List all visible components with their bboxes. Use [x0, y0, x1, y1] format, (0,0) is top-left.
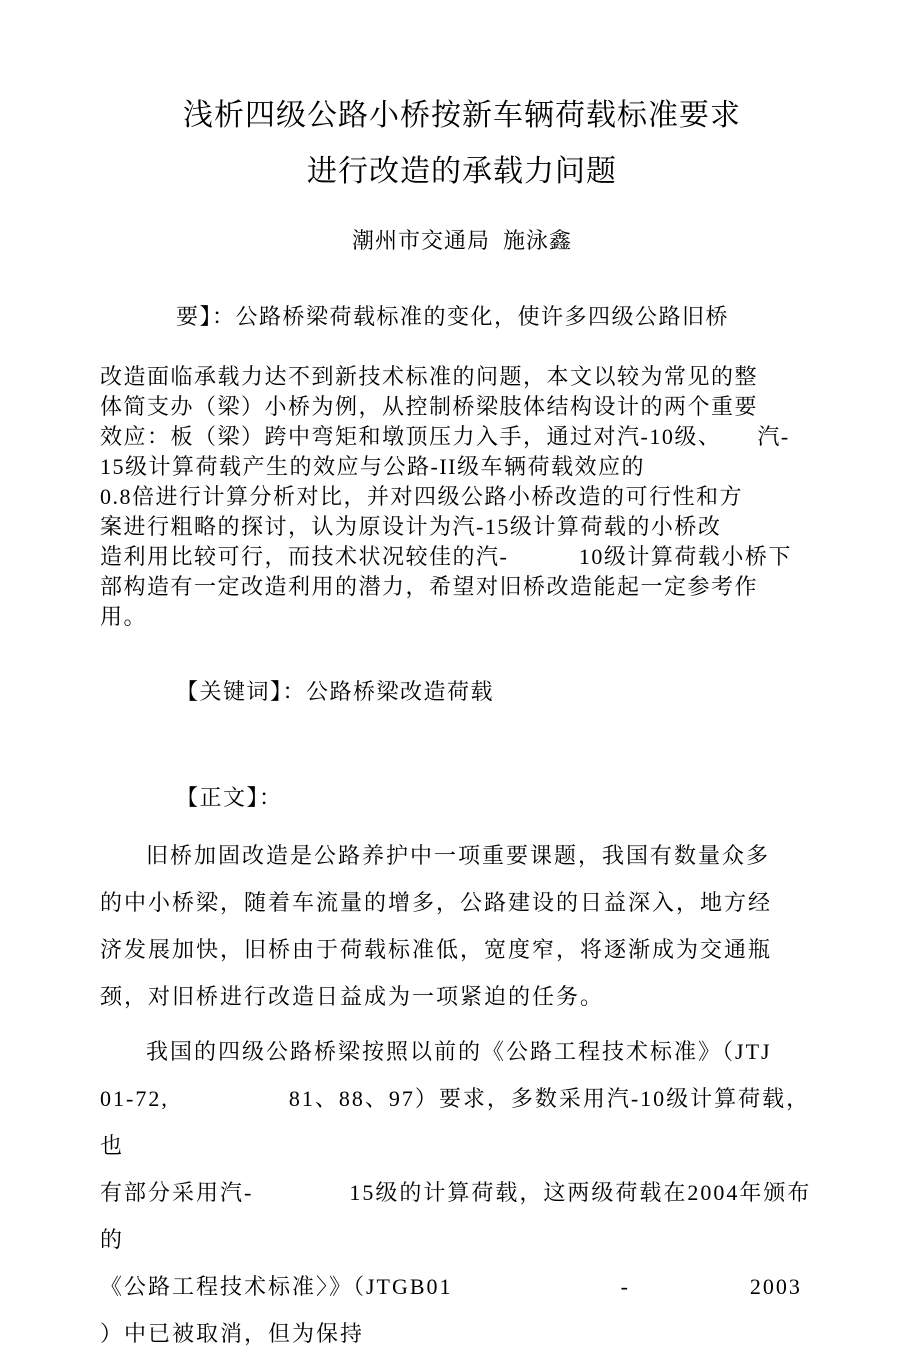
- abstract-text-line: 造利用比较可行，而技术状况较佳的汽- 10级计算荷载小桥下: [100, 544, 792, 569]
- paragraph-text-line: 颈，对旧桥进行改造日益成为一项紧迫的任务。: [100, 984, 605, 1009]
- keywords-line: 【关键词】：公路桥梁改造荷载: [176, 679, 495, 704]
- paragraph-text-line: 旧桥加固改造是公路养护中一项重要课题，我国有数量众多: [146, 843, 771, 868]
- body-paragraph-1: [100, 832, 824, 1020]
- abstract-lead-line: 要】：公路桥梁荷载标准的变化，使许多四级公路旧桥: [176, 304, 730, 329]
- abstract-body: [100, 362, 824, 632]
- abstract-text-line: 0.8倍进行计算分析对比，并对四级公路小桥改造的可行性和方: [100, 484, 744, 509]
- abstract-text-line: 部构造有一定改造利用的潜力，希望对旧桥改造能起一定参考作: [100, 574, 759, 599]
- paragraph-text-line: 《公路工程技术标准〉》（JTGB01 - 2003: [100, 1274, 802, 1299]
- paragraph-text-line: 我国的四级公路桥梁按照以前的《公路工程技术标准》（JTJ: [146, 1039, 772, 1064]
- abstract-text-line: 案进行粗略的探讨，认为原设计为汽-15级计算荷载的小桥改: [100, 514, 722, 539]
- abstract-text-line: 改造面临承载力达不到新技术标准的问题，本文以较为常见的整: [100, 364, 759, 389]
- abstract-text-line: 效应：板（梁）跨中弯矩和墩顶压力入手，通过对汽-10级、 汽-: [100, 424, 790, 449]
- paragraph-text-line: 01-72, 81、88、97）要求，多数采用汽-10级计算荷载，也: [100, 1086, 811, 1158]
- paragraph-text-line: 的中小桥梁，随着车流量的增多，公路建设的日益深入，地方经: [100, 890, 773, 915]
- document-title-line-1: 浅析四级公路小桥按新车辆荷载标准要求: [183, 99, 741, 132]
- document-title-line-2: 进行改造的承载力问题: [307, 155, 617, 188]
- paragraph-text-line: 有部分采用汽- 15级的计算荷载，这两级荷载在2004年颁布的: [100, 1180, 812, 1252]
- body-paragraph-2: [100, 1028, 824, 1357]
- abstract-text-line: 体简支办（梁）小桥为例，从控制桥梁肢体结构设计的两个重要: [100, 394, 759, 419]
- paragraph-text-line: 济发展加快，旧桥由于荷载标准低，宽度窄，将逐渐成为交通瓶: [100, 937, 773, 962]
- abstract-text-line: 用。: [100, 604, 148, 629]
- author-line: 潮州市交通局 施泳鑫: [351, 228, 572, 253]
- paragraph-text-line: ）中已被取消，但为保持: [100, 1321, 365, 1346]
- body-section-heading: 【正文】：: [176, 785, 283, 810]
- abstract-text-line: 15级计算荷载产生的效应与公路-II级车辆荷载效应的: [100, 454, 645, 479]
